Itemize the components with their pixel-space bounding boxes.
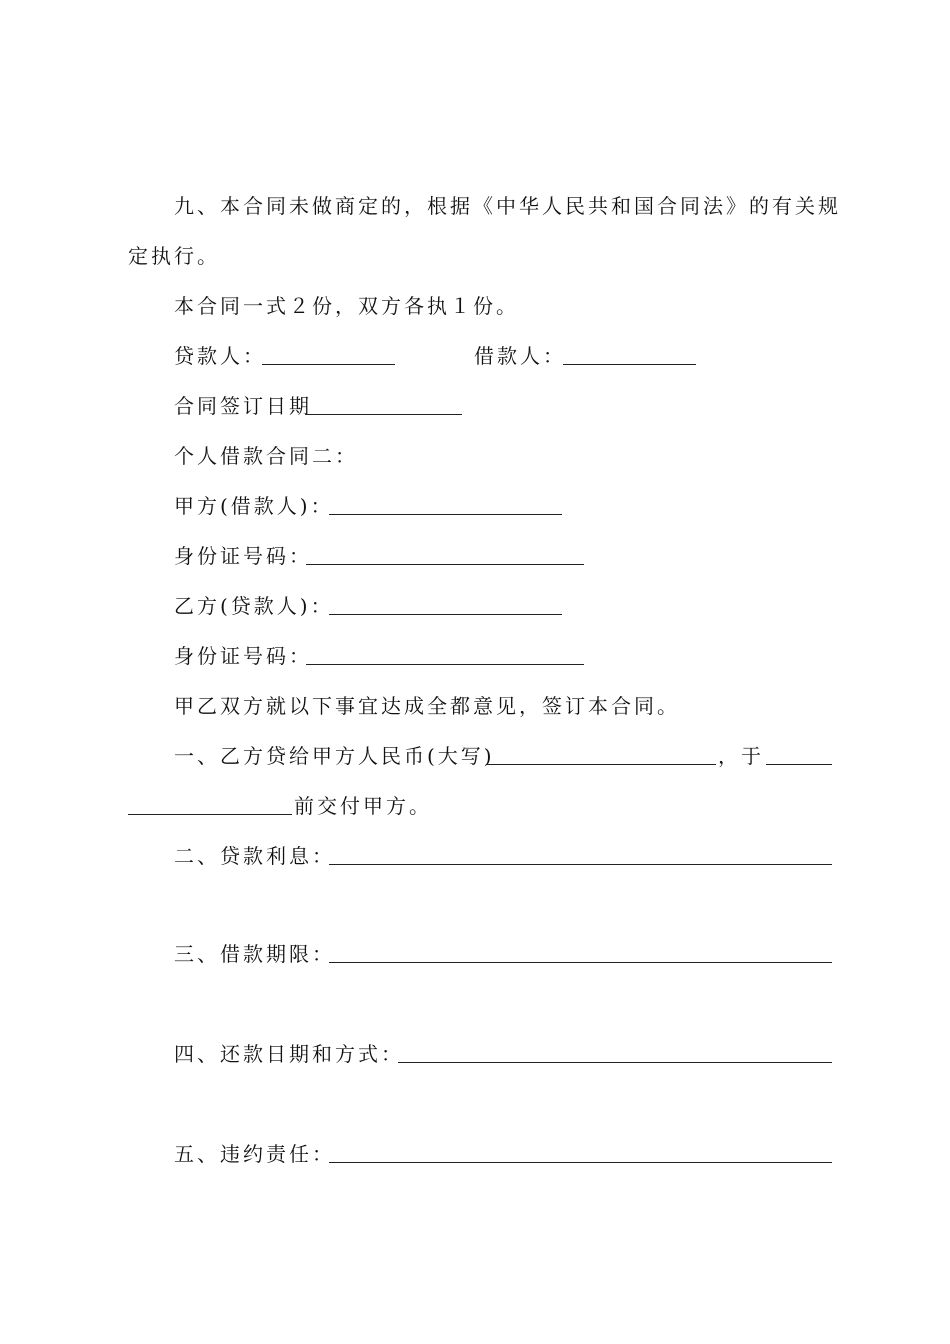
id-b-blank[interactable] bbox=[306, 664, 584, 665]
date-blank-part1[interactable] bbox=[766, 764, 832, 765]
copies-text: 本合同一式２份，双方各执１份。 bbox=[174, 294, 519, 318]
clause-one-line1 bbox=[0, 736, 950, 776]
id-b-label: 身份证号码： bbox=[174, 644, 312, 668]
party-a-line bbox=[0, 486, 950, 526]
amount-blank[interactable] bbox=[486, 764, 716, 765]
interest-blank[interactable] bbox=[329, 864, 832, 865]
term-blank[interactable] bbox=[329, 962, 832, 963]
clause-one-mid: ，于 bbox=[718, 744, 764, 768]
id-a-label: 身份证号码： bbox=[174, 544, 312, 568]
signature-line bbox=[0, 336, 950, 376]
sign-date-blank[interactable] bbox=[306, 414, 462, 415]
lender-label: 贷款人： bbox=[174, 344, 266, 368]
party-b-blank[interactable] bbox=[329, 614, 562, 615]
lender-blank[interactable] bbox=[262, 364, 395, 365]
clause-nine-text-cont: 定执行。 bbox=[128, 244, 220, 268]
party-b-label: 乙方(贷款人)： bbox=[174, 594, 334, 618]
sign-date-line bbox=[0, 386, 950, 426]
clause-three-line bbox=[0, 934, 950, 974]
clause-three-label: 三、借款期限： bbox=[174, 942, 335, 966]
liability-blank[interactable] bbox=[329, 1162, 832, 1163]
party-b-line bbox=[0, 586, 950, 626]
clause-two-line bbox=[0, 836, 950, 876]
borrower-label: 借款人： bbox=[474, 344, 566, 368]
clause-one-prefix: 一、乙方贷给甲方人民币(大写) bbox=[174, 744, 495, 768]
party-a-blank[interactable] bbox=[329, 514, 562, 515]
clause-nine-line2 bbox=[0, 236, 950, 276]
clause-one-line2 bbox=[0, 786, 950, 826]
id-b-line bbox=[0, 636, 950, 676]
agreement-line bbox=[0, 686, 950, 726]
clause-four-label: 四、还款日期和方式： bbox=[174, 1042, 404, 1066]
sign-date-label: 合同签订日期 bbox=[174, 394, 312, 418]
clause-nine-line1 bbox=[0, 186, 950, 226]
contract2-title-line bbox=[0, 436, 950, 476]
agreement-text: 甲乙双方就以下事宜达成全都意见，签订本合同。 bbox=[174, 694, 680, 718]
clause-four-line bbox=[0, 1034, 950, 1074]
contract2-title: 个人借款合同二： bbox=[174, 444, 358, 468]
borrower-blank[interactable] bbox=[563, 364, 696, 365]
id-a-blank[interactable] bbox=[306, 564, 584, 565]
clause-nine-text: 九、本合同未做商定的，根据《中华人民共和国合同法》的有关规 bbox=[174, 194, 841, 218]
clause-five-line bbox=[0, 1134, 950, 1174]
repayment-blank[interactable] bbox=[398, 1062, 832, 1063]
id-a-line bbox=[0, 536, 950, 576]
clause-five-label: 五、违约责任： bbox=[174, 1142, 335, 1166]
clause-one-suffix: 前交付甲方。 bbox=[294, 794, 432, 818]
clause-two-label: 二、贷款利息： bbox=[174, 844, 335, 868]
date-blank-part2[interactable] bbox=[128, 814, 292, 815]
party-a-label: 甲方(借款人)： bbox=[174, 494, 334, 518]
copies-line bbox=[0, 286, 950, 326]
